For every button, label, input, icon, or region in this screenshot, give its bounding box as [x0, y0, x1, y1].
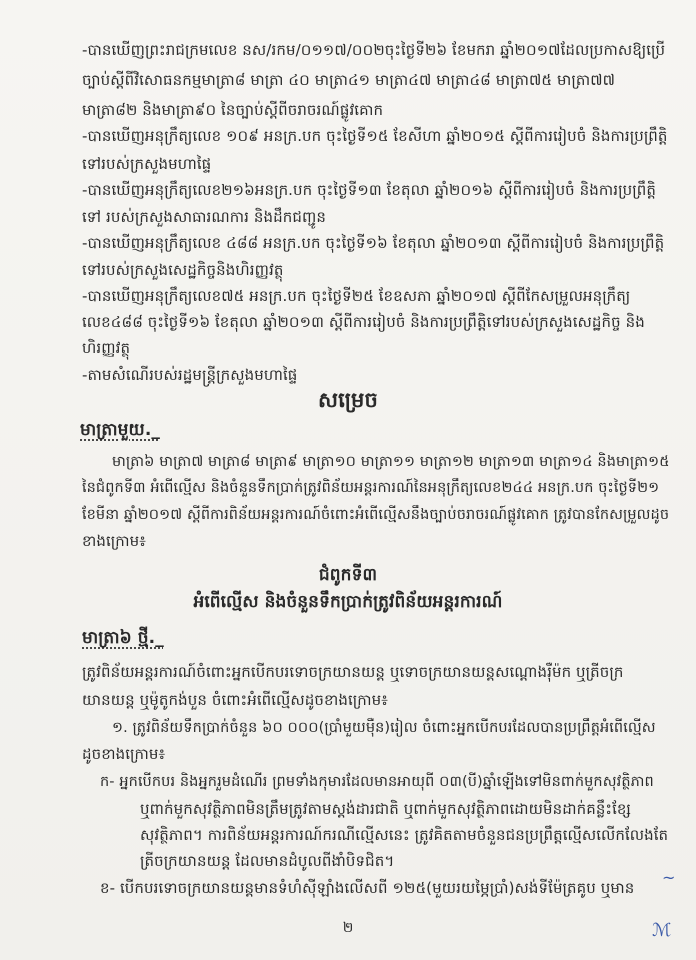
article-one-line: មាត្រា៦ មាត្រា៧ មាត្រា៨ មាត្រា៩ មាត្រា១០ មាត្រា១១ មាត្រា១២ មាត្រា១៣ មាត្រា១៤ និងមាត្រា១៥ — [112, 454, 670, 470]
preamble-line: -បានឃើញអនុក្រឹត្យលេខ ១០៩ អនក្រ.បក ចុះថ្ងៃទី១៥ ខែសីហា ឆ្នាំ២០១៥ ស្ដីពីការរៀបចំ និងការប្រព្រឹត្ដិ — [82, 127, 668, 145]
preamble-line: -បានឃើញអនុក្រឹត្យលេខ ៤៨៨ អនក្រ.បក ចុះថ្ងៃទី១៦ ខែតុលា ឆ្នាំ២០១៣ ស្ដីពីការរៀបចំ និងការប្រព្រឹត្ដិ — [82, 234, 665, 252]
preamble-line: -តាមសំណើរបស់រដ្ឋមន្ត្រីក្រសួងមហាផ្ទៃ — [82, 366, 298, 384]
article-six-line: ១. ត្រូវពិន័យទឹកប្រាក់ចំនួន ៦០ ០០០(ប្រាំមួយម៉ឺន)រៀល ចំពោះអ្នកបើកបរដែលបានប្រព្រឹត្ដអំពើល្មើស — [112, 720, 656, 736]
decision-heading: សម្រេច — [318, 388, 378, 412]
chapter-subtitle: អំពើល្មើស និងចំនួនទឹកប្រាក់ត្រូវពិន័យអន្ដរការណ៍ — [193, 592, 503, 612]
initial-mark: ℳ — [652, 920, 672, 941]
article-six-line: យានយន្ត ឬម៉ូតូកង់បួន ចំពោះអំពើល្មើសដូចខាងក្រោម៖ — [82, 691, 388, 709]
article-six-line: ឬពាក់មួកសុវត្ថិភាពមិនត្រឹមត្រូវតាមស្ដង់ដារជាតិ ឬពាក់មួកសុវត្ថិភាពដោយមិនដាក់គន្លឹះខ្សែ — [140, 800, 631, 818]
preamble-line: ហិរញ្ញវត្ថុ — [82, 339, 131, 357]
preamble-line: ច្បាប់ស្ដីពីវិសោធនកម្មមាត្រា៨ មាត្រា ៤០ មាត្រា៤១ មាត្រា៤៧ មាត្រា៤៨ មាត្រា៧៥ មាត្រា៧៧ — [82, 71, 616, 89]
article-one-title: មាត្រាមួយ._ — [80, 420, 160, 440]
preamble-line: ទៅ របស់ក្រសួងសាធារណការ និងដឹកជញ្ជូន — [82, 208, 326, 226]
article-six-title: មាត្រា៦ ថ្មី._ — [82, 628, 164, 648]
article-one-line: នៃជំពូកទី៣ អំពើល្មើស និងចំនួនទឹកប្រាក់ត្រូវពិន័យអន្ដរការណ៍នៃអនុក្រឹត្យលេខ២៤៤ អនក្រ.បក ចុះថ្ងៃទី២១ — [82, 480, 660, 496]
article-six-line: សុវត្ថិភាព។ ការពិន័យអន្ដរការណ៍ករណីល្មើសនេះ ត្រូវគិតតាមចំនួនជនប្រព្រឹត្តល្មើសលើកលែងតែ — [140, 826, 669, 844]
page-number: ២ — [342, 920, 354, 936]
preamble-line: ទៅរបស់ក្រសួងសេដ្ឋកិច្ចនិងហិរញ្ញវត្ថុ — [82, 261, 284, 279]
chapter-title: ជំពូកទី៣ — [318, 565, 378, 585]
pen-mark: ~ — [662, 868, 676, 887]
preamble-line: មាត្រា៨២ និងមាត្រា៩០ នៃច្បាប់ស្ដីពីចរាចរណ៍ផ្លូវគោក — [82, 101, 384, 119]
article-six-line: ខ- បើកបរទោចក្រយានយន្តមានទំហំស៊ីឡាំងលើសពី ១២៥(មួយរយម្ភៃប្រាំ)សង់ទីម៉ែត្រគូប ឬមាន — [100, 879, 635, 897]
preamble-line: -បានឃើញអនុក្រឹត្យលេខ២១៦អនក្រ.បក ចុះថ្ងៃទី១៣ ខែតុលា ឆ្នាំ២០១៦ ស្ដីពីការរៀបចំ និងការប្រព្រឹត្ដិ — [82, 181, 656, 199]
article-six-line: ក- អ្នកបើកបរ និងអ្នករួមដំណើរ ព្រមទាំងកុមារដែលមានអាយុពី ០៣(បី)ឆ្នាំឡើងទៅមិនពាក់មួកសុវត្ថិភាព — [100, 774, 654, 790]
preamble-line: ទៅរបស់ក្រសួងមហាផ្ទៃ — [82, 155, 212, 173]
preamble-line: លេខ៤៨៨ ចុះថ្ងៃទី១៦ ខែតុលា ឆ្នាំ២០១៣ ស្ដីពីការរៀបចំ និងការប្រព្រឹត្ដិទៅរបស់ក្រសួងសេដ្ឋកិច្ច និង — [82, 313, 645, 331]
article-six-line: ត្រូវពិន័យអន្ដរការណ៍ចំពោះអ្នកបើកបរទោចក្រយានយន្ត ឬទោចក្រយានយន្ដសណ្ដោងរ៉ឺម៉ក ឬត្រីចក្រ — [82, 663, 624, 681]
article-one-line: ខាងក្រោម៖ — [82, 532, 146, 550]
article-six-line: ត្រីចក្រយានយន្ត ដែលមានដំបូលពីងាំបិទជិត។ — [140, 852, 395, 870]
article-one-line: ខែមីនា ឆ្នាំ២០១៧ ស្ដីពីការពិន័យអន្ដរការណ៍ចំពោះអំពើល្មើសនឹងច្បាប់ចរាចរណ៍ផ្លូវគោក ត្រូវបានកែសម្រួលដូច — [82, 507, 670, 523]
preamble-line: -បានឃើញព្រះរាជក្រមលេខ នស/រកម/០១១៧/០០២ចុះថ្ងៃទី២៦ ខែមករា ឆ្នាំ២០១៧ដែលប្រកាសឱ្យប្រើ — [82, 41, 666, 59]
article-six-line: ដូចខាងក្រោម៖ — [82, 745, 166, 763]
preamble-line: -បានឃើញអនុក្រឹត្យលេខ៧៥ អនក្រ.បក ចុះថ្ងៃទី២៥ ខែឧសភា ឆ្នាំ២០១៧ ស្ដីពីកែសម្រួលអនុក្រឹត្យ — [82, 287, 631, 305]
